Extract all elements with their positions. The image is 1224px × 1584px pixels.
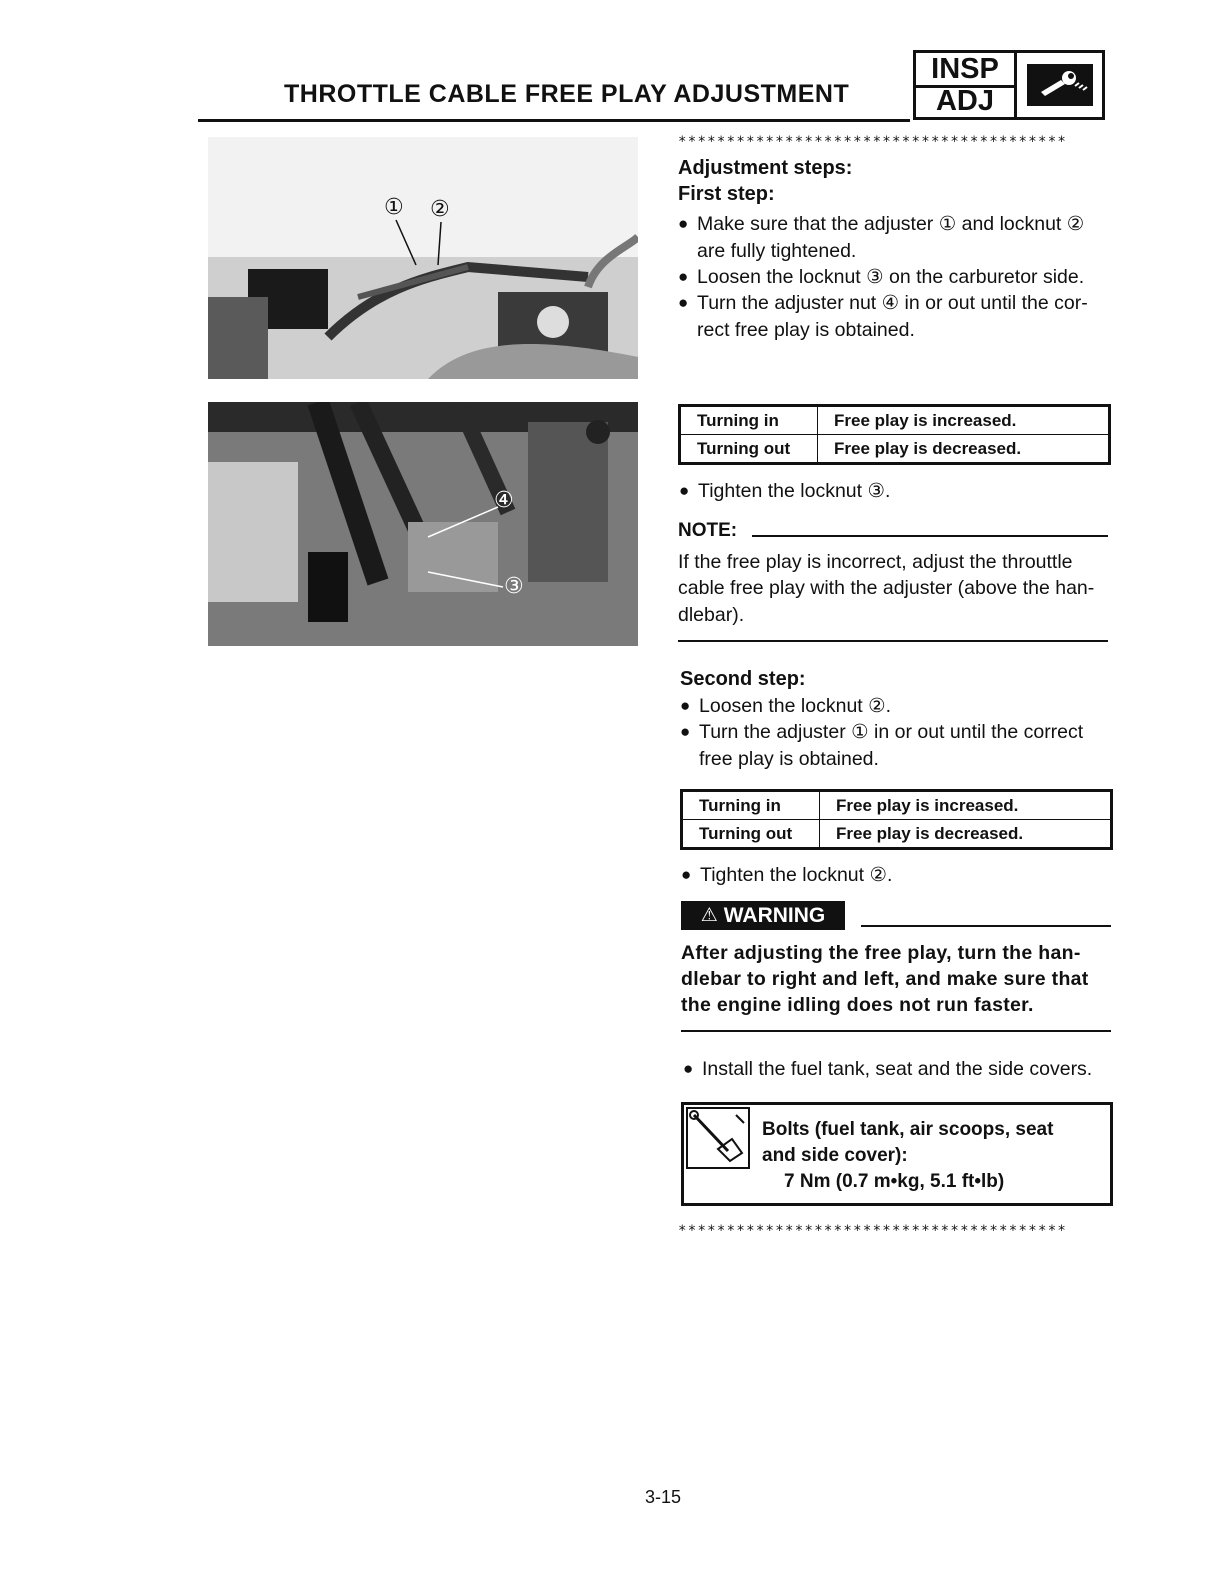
torque-wrench-icon [686,1107,750,1169]
first-step-heading: First step: [678,183,775,205]
table-row [682,791,1112,820]
badge-adj: ADJ [935,85,994,117]
second-bullet-2-cont: free play is obtained. [699,748,879,770]
bullet-3: ● Turn the adjuster nut ④ in or out until the cor- [697,290,1088,316]
torque-line-2: and side cover): [762,1145,908,1166]
table-cell: Free play is decreased. [818,435,1110,464]
free-play-table-1 [678,404,1111,465]
callout-2: ② [430,197,450,222]
stars-top: **************************************** [678,134,1068,150]
second-step-heading: Second step: [680,668,806,690]
torque-line-1: Bolts (fuel tank, air scoops, seat [762,1119,1054,1140]
handlebar-photo [208,137,638,379]
wrench-icon [1017,53,1102,117]
torque-spec-box [681,1102,1113,1206]
note-rule-bottom [678,640,1108,642]
table-cell: Free play is increased. [818,406,1110,435]
note-label: NOTE: [678,520,738,541]
badge-insp: INSP [916,54,1014,88]
badge-text [916,53,1017,117]
tighten-bullet-1: ● Tighten the locknut ③. [698,478,890,504]
table-cell: Free play is increased. [820,791,1112,820]
note-line-2: cable free play with the adjuster (above the han- [678,577,1095,599]
free-play-table-2 [680,789,1113,850]
warning-line-2: dlebar to right and left, and make sure that [681,968,1089,990]
callout-4: ④ [494,488,514,513]
second-bullet-2: ● Turn the adjuster ① in or out until the correct [699,719,1083,745]
page-number: 3-15 [645,1487,682,1507]
callout-3: ③ [504,574,524,599]
stars-bottom: **************************************** [678,1223,1068,1239]
section-badge [913,50,1105,120]
table-cell: Turning out [680,435,818,464]
table-cell: Turning in [680,406,818,435]
table-row [682,820,1112,849]
note-line-3: dlebar). [678,604,745,626]
warning-line-1: After adjusting the free play, turn the han- [681,942,1081,964]
page-title: THROTTLE CABLE FREE PLAY ADJUSTMENT [284,80,850,108]
warning-rule-top [861,925,1111,927]
warning-label: WARNING [723,903,826,927]
second-bullet-1: ● Loosen the locknut ②. [699,693,891,719]
warning-rule-bottom [681,1030,1111,1032]
carburetor-photo [208,402,638,646]
note-rule-top [752,535,1108,537]
adjustment-heading: Adjustment steps: [678,157,853,179]
install-bullet: ● Install the fuel tank, seat and the side covers. [702,1056,1092,1082]
torque-value: 7 Nm (0.7 m•kg, 5.1 ft•lb) [784,1171,1005,1192]
warning-line-3: the engine idling does not run faster. [681,994,1034,1016]
table-cell: Free play is decreased. [820,820,1112,849]
warning-badge [681,901,845,930]
table-cell: Turning in [682,791,820,820]
bullet-1: ● Make sure that the adjuster ① and locknut ② [697,211,1084,237]
tighten-bullet-2: ● Tighten the locknut ②. [700,862,892,888]
bullet-1-cont: are fully tightened. [697,240,857,262]
callout-1: ① [384,195,404,220]
table-row [680,406,1110,435]
table-row [680,435,1110,464]
bullet-3-cont: rect free play is obtained. [697,319,915,341]
warning-triangle-icon: ⚠ [700,905,718,926]
table-cell: Turning out [682,820,820,849]
bullet-2: ● Loosen the locknut ③ on the carburetor side. [697,264,1084,290]
header-rule [198,119,910,122]
note-line-1: If the free play is incorrect, adjust the throuttle [678,551,1073,573]
